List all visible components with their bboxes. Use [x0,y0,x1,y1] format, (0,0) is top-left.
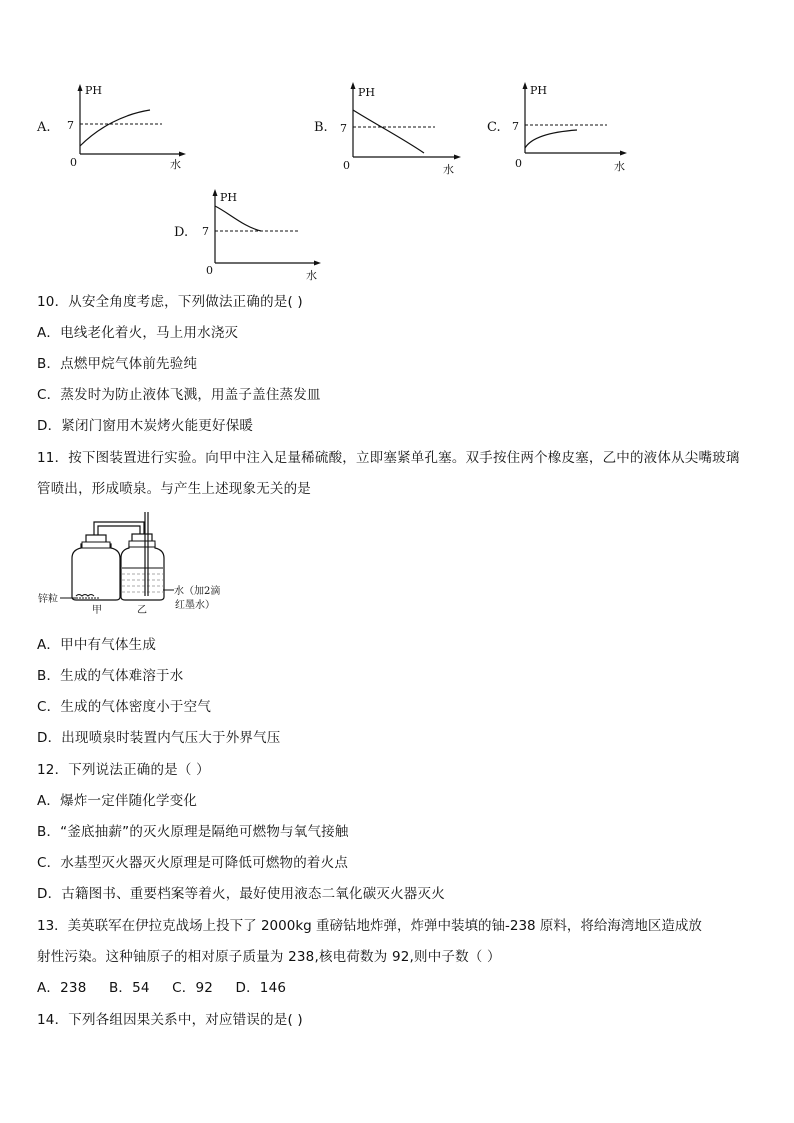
ph-graph-b [337,80,467,184]
seven-label: 7 [202,225,209,238]
q12-option-c: C．水基型灭火器灭火原理是可降低可燃物的着火点 [37,855,349,871]
q11-option-b: B．生成的气体难溶于水 [37,668,184,684]
jar-jia-label: 甲 [92,605,102,616]
q12-option-a: A．爆炸一定伴随化学变化 [37,793,198,809]
ph-graph-c [509,80,639,184]
ph-axis-label: PH [220,191,237,204]
q12-option-b: B．“釜底抽薪”的灭火原理是隔绝可燃物与氧气接触 [37,824,349,840]
ph-axis-label: PH [85,84,102,97]
question-11-stem-line1: 11．按下图装置进行实验。向甲中注入足量稀硫酸，立即塞紧单孔塞。双手按住两个橡皮塞，乙中的液体从尖嘴玻璃 [37,450,740,466]
q10-option-d: D．紧闭门窗用木炭烤火能更好保暖 [37,418,254,434]
water-axis-label: 水 [306,269,317,282]
water-label: 水（加2滴 [174,586,221,597]
water-axis-label: 水 [443,163,454,176]
q10-option-c: C．蒸发时为防止液体飞溅，用盖子盖住蒸发皿 [37,387,321,403]
seven-label: 7 [512,120,519,133]
origin-label: 0 [70,156,77,169]
option-letter-b: B. [314,120,328,135]
question-11-stem-line2: 管喷出，形成喷泉。与产生上述现象无关的是 [37,481,311,497]
zinc-label: 锌粒 [38,594,58,605]
q10-option-b: B．点燃甲烷气体前先验纯 [37,356,198,372]
q13-options: A．238 B．54 C．92 D．146 [37,980,287,996]
ph-axis-label: PH [530,84,547,97]
question-12-stem: 12．下列说法正确的是（ ） [37,762,210,778]
question-14-stem: 14．下列各组因果关系中，对应错误的是( ) [37,1012,303,1028]
ph-graph-a [64,82,194,186]
origin-label: 0 [343,159,350,172]
option-letter-a: A. [37,120,51,135]
seven-label: 7 [67,119,74,132]
jar-yi-label: 乙 [137,605,147,616]
question-13-stem-line1: 13．美英联军在伊拉克战场上投下了 2000kg 重磅钻地炸弹，炸弹中装填的铀-238 原料，将给海湾地区造成放 [37,918,702,934]
water-axis-label: 水 [170,158,181,171]
q11-option-c: C．生成的气体密度小于空气 [37,699,212,715]
water-axis-label: 水 [614,160,625,173]
q10-option-a: A．电线老化着火，马上用水浇灭 [37,325,239,341]
option-letter-d: D. [174,225,189,240]
fountain-apparatus-diagram [36,510,236,624]
q12-option-d: D．古籍图书、重要档案等着火，最好使用液态二氧化碳灭火器灭火 [37,886,445,902]
question-10-stem: 10．从安全角度考虑，下列做法正确的是( ) [37,294,303,310]
ph-graph-d [199,187,329,291]
question-13-stem-line2: 射性污染。这种铀原子的相对原子质量为 238,核电荷数为 92,则中子数（ ） [37,949,501,965]
origin-label: 0 [515,157,522,170]
ph-axis-label: PH [358,86,375,99]
q11-option-a: A．甲中有气体生成 [37,637,157,653]
q11-option-d: D．出现喷泉时装置内气压大于外界气压 [37,730,281,746]
origin-label: 0 [206,264,213,277]
seven-label: 7 [340,122,347,135]
option-letter-c: C. [487,120,501,135]
water-label-2: 红墨水） [175,600,215,611]
